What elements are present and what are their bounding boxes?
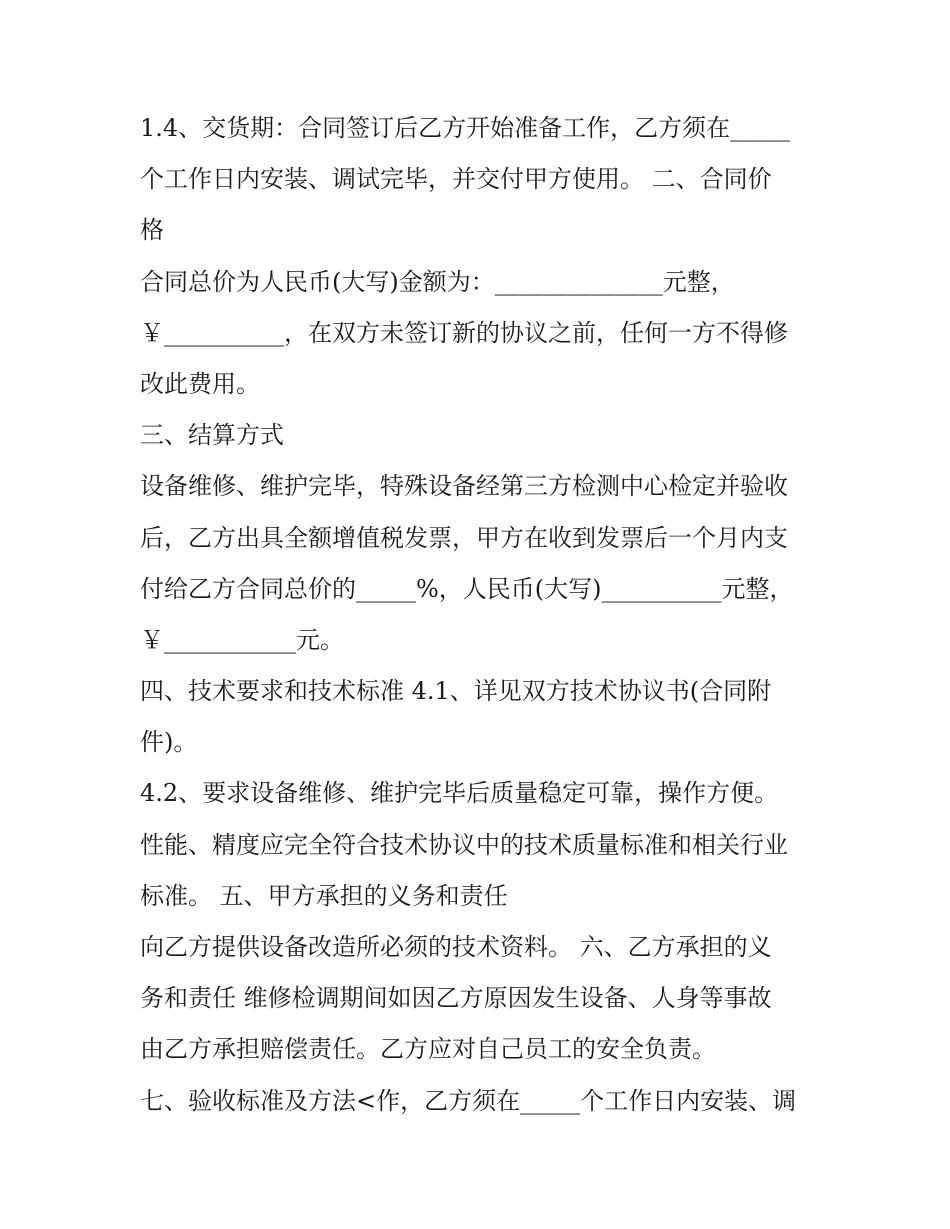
text-line: 改此费用。	[140, 369, 260, 398]
section-heading: 三、结算方式	[140, 421, 284, 450]
text-line: 件)。	[140, 728, 198, 757]
text-line: 4.2、要求设备维修、维护完毕后质量稳定可靠，操作方便。	[140, 779, 779, 808]
text-line: 个工作日内安装、调试完毕，并交付甲方使用。 二、合同价	[140, 165, 772, 194]
text-line: 后，乙方出具全额增值税发票，甲方在收到发票后一个月内支	[140, 523, 788, 552]
text-line: 由乙方承担赔偿责任。乙方应对自己员工的安全负责。	[140, 1035, 716, 1064]
text-line: 四、技术要求和技术标准 4.1、详见双方技术协议书(合同附	[140, 677, 772, 706]
text-line: 性能、精度应完全符合技术协议中的技术质量标准和相关行业	[140, 830, 788, 859]
text-line: 合同总价为人民币(大写)金额为：______________元整，	[140, 267, 735, 296]
text-line: 1.4、交货期：合同签订后乙方开始准备工作，乙方须在_____	[140, 114, 791, 142]
text-line: ￥__________，在双方未签订新的协议之前，任何一方不得修	[140, 318, 788, 347]
text-line: 付给乙方合同总价的_____%，人民币(大写)__________元整，	[140, 574, 794, 603]
text-line: 标准。 五、甲方承担的义务和责任	[140, 881, 508, 910]
text-line: 务和责任 维修检调期间如因乙方原因发生设备、人身等事故	[140, 984, 772, 1013]
text-line: 格	[140, 216, 164, 245]
text-line: 七、验收标准及方法<作，乙方须在_____个工作日内安装、调	[140, 1086, 797, 1115]
text-line: 向乙方提供设备改造所必须的技术资料。 六、乙方承担的义	[140, 933, 772, 961]
contract-body	[140, 103, 820, 1127]
text-line: ￥___________元。	[140, 625, 344, 654]
text-line: 设备维修、维护完毕，特殊设备经第三方检测中心检定并验收	[140, 472, 788, 501]
